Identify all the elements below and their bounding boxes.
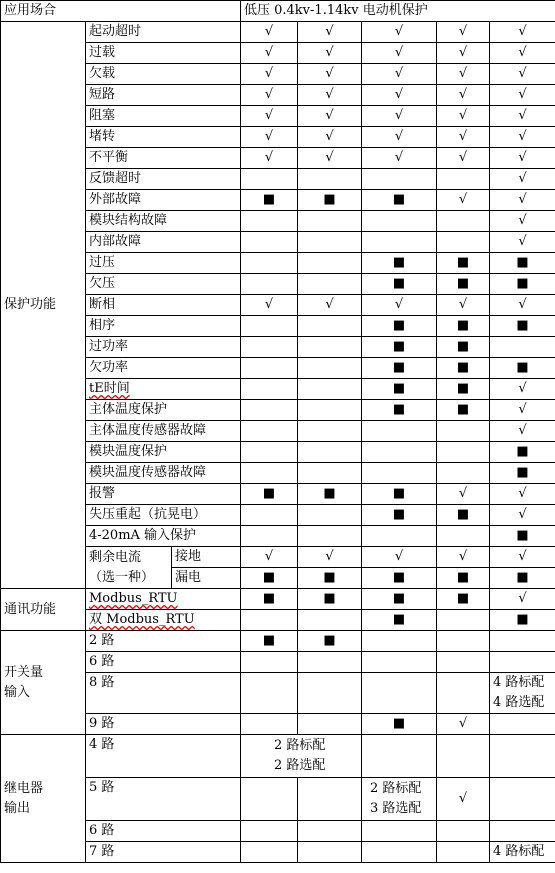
value-cell: ■ — [437, 337, 490, 358]
value-cell: ■ — [437, 589, 490, 610]
value-cell: ■ — [241, 589, 298, 610]
value-cell — [362, 442, 437, 463]
value-cell: ■ — [362, 714, 437, 735]
value-cell: ■ — [362, 484, 437, 505]
config-cell — [241, 735, 362, 778]
value-cell: ■ — [362, 568, 437, 589]
value-cell: √ — [298, 127, 362, 148]
value-cell — [437, 421, 490, 442]
value-cell: √ — [490, 64, 555, 85]
function-name: Modbus_RTU — [86, 589, 241, 610]
residual-label-line1: 剩余电流 — [89, 549, 142, 565]
channel-count: 6 路 — [86, 821, 241, 842]
value-cell: √ — [362, 127, 437, 148]
value-cell — [298, 463, 362, 484]
value-cell: ■ — [362, 253, 437, 274]
value-cell: √ — [490, 547, 555, 568]
value-cell: √ — [437, 190, 490, 211]
empty-cell — [241, 778, 298, 821]
value-cell: ■ — [362, 589, 437, 610]
value-cell — [241, 169, 298, 190]
value-cell: ■ — [490, 253, 555, 274]
value-cell: √ — [362, 85, 437, 106]
value-cell: √ — [298, 547, 362, 568]
value-cell — [362, 232, 437, 253]
header-row — [1, 1, 555, 22]
value-cell: ■ — [362, 505, 437, 526]
function-name: 相序 — [86, 316, 241, 337]
residual-type: 接地 — [172, 547, 241, 568]
empty-cell — [362, 821, 437, 842]
function-name: 欠功率 — [86, 358, 241, 379]
value-cell — [241, 337, 298, 358]
value-cell: √ — [241, 148, 298, 169]
value-cell — [437, 169, 490, 190]
config-cell — [362, 778, 437, 821]
value-cell — [241, 400, 298, 421]
group-label-line2: 输入 — [4, 684, 31, 700]
config-standard: 2 路标配 — [274, 738, 326, 753]
value-cell: √ — [241, 547, 298, 568]
channel-count: 5 路 — [86, 778, 241, 821]
value-cell — [298, 714, 362, 735]
residual-label-line2: （选一种） — [89, 569, 155, 585]
relay-output-row — [1, 735, 555, 778]
value-cell — [490, 337, 555, 358]
function-name: 模块结构故障 — [86, 211, 241, 232]
value-cell — [437, 211, 490, 232]
value-cell: √ — [490, 169, 555, 190]
value-cell — [362, 421, 437, 442]
function-name: 内部故障 — [86, 232, 241, 253]
value-cell: ■ — [241, 484, 298, 505]
value-cell: ■ — [437, 274, 490, 295]
group-label-line1: 继电器 — [4, 780, 44, 796]
value-cell: √ — [490, 211, 555, 232]
residual-type: 漏电 — [172, 568, 241, 589]
empty-cell — [490, 778, 555, 821]
value-cell: √ — [298, 64, 362, 85]
value-cell: √ — [298, 106, 362, 127]
value-cell: √ — [298, 85, 362, 106]
value-cell: √ — [362, 43, 437, 64]
value-cell — [241, 379, 298, 400]
function-name: 过载 — [86, 43, 241, 64]
value-cell — [241, 253, 298, 274]
value-cell: √ — [362, 106, 437, 127]
function-name: 欠载 — [86, 64, 241, 85]
group-label-comm: 通讯功能 — [1, 589, 86, 631]
value-cell: ■ — [362, 379, 437, 400]
value-cell — [298, 610, 362, 631]
value-cell — [241, 714, 298, 735]
value-cell: ■ — [298, 631, 362, 652]
function-name: 过功率 — [86, 337, 241, 358]
value-cell: √ — [490, 400, 555, 421]
group-label-relay-output — [1, 735, 86, 863]
channel-count: 4 路 — [86, 735, 241, 778]
header-application-label: 应用场合 — [1, 1, 241, 22]
value-cell: √ — [490, 85, 555, 106]
value-cell: √ — [490, 484, 555, 505]
function-name: 失压重起（抗晃电） — [86, 505, 241, 526]
value-cell — [241, 505, 298, 526]
empty-cell — [298, 778, 362, 821]
value-cell: ■ — [241, 568, 298, 589]
value-cell: ■ — [490, 463, 555, 484]
value-cell: ■ — [437, 505, 490, 526]
empty-cell — [241, 821, 298, 842]
channel-count: 6 路 — [86, 652, 241, 673]
value-cell: ■ — [437, 568, 490, 589]
value-cell: √ — [241, 295, 298, 316]
value-cell: √ — [362, 547, 437, 568]
function-name: 模块温度传感器故障 — [86, 463, 241, 484]
value-cell — [241, 232, 298, 253]
function-name: 4-20mA 输入保护 — [86, 526, 241, 547]
value-cell: ■ — [437, 316, 490, 337]
group-label-protection: 保护功能 — [1, 22, 86, 589]
value-cell: √ — [241, 43, 298, 64]
empty-cell — [490, 821, 555, 842]
value-cell — [298, 169, 362, 190]
empty-cell — [362, 673, 437, 714]
value-cell: ■ — [241, 190, 298, 211]
value-cell: √ — [241, 127, 298, 148]
config-cell — [490, 673, 555, 714]
value-cell — [298, 253, 362, 274]
value-cell: ■ — [490, 610, 555, 631]
value-cell — [362, 463, 437, 484]
value-cell: √ — [490, 106, 555, 127]
config-optional: 4 路选配 — [493, 695, 545, 710]
value-cell: √ — [298, 148, 362, 169]
value-cell — [241, 316, 298, 337]
value-cell — [241, 610, 298, 631]
value-cell: ■ — [298, 568, 362, 589]
empty-cell — [241, 673, 298, 714]
value-cell: √ — [298, 295, 362, 316]
function-name: tE时间 — [86, 379, 241, 400]
empty-cell — [490, 735, 555, 778]
value-cell: ■ — [362, 274, 437, 295]
comm-row — [1, 589, 555, 610]
value-cell — [241, 211, 298, 232]
config-optional: 3 路选配 — [370, 801, 422, 816]
value-cell: √ — [437, 148, 490, 169]
value-cell: √ — [437, 127, 490, 148]
value-cell: ■ — [298, 589, 362, 610]
header-scope-label: 低压 0.4kv-1.14kv 电动机保护 — [241, 1, 555, 22]
value-cell: √ — [437, 778, 490, 821]
value-cell: ■ — [362, 190, 437, 211]
value-cell — [298, 505, 362, 526]
value-cell — [298, 400, 362, 421]
value-cell — [241, 526, 298, 547]
value-cell: ■ — [362, 400, 437, 421]
value-cell: ■ — [437, 358, 490, 379]
channel-count: 2 路 — [86, 631, 241, 652]
value-cell — [298, 316, 362, 337]
value-cell: √ — [437, 484, 490, 505]
value-cell — [298, 232, 362, 253]
value-cell — [362, 652, 437, 673]
value-cell — [298, 337, 362, 358]
empty-cell — [298, 673, 362, 714]
value-cell: ■ — [298, 484, 362, 505]
value-cell: ■ — [437, 400, 490, 421]
value-cell: √ — [490, 190, 555, 211]
function-name: 报警 — [86, 484, 241, 505]
channel-count: 8 路 — [86, 673, 241, 714]
function-name: 阻塞 — [86, 106, 241, 127]
residual-label — [86, 547, 172, 589]
value-cell: √ — [490, 295, 555, 316]
value-cell — [362, 631, 437, 652]
function-name: 断相 — [86, 295, 241, 316]
protection-row — [1, 22, 555, 43]
value-cell — [241, 421, 298, 442]
value-cell — [241, 358, 298, 379]
value-cell — [298, 442, 362, 463]
config-cell: 4 路标配 — [490, 842, 555, 863]
value-cell — [298, 421, 362, 442]
empty-cell — [362, 735, 437, 778]
value-cell — [437, 652, 490, 673]
function-name: 外部故障 — [86, 190, 241, 211]
value-cell: ■ — [490, 442, 555, 463]
empty-cell — [298, 821, 362, 842]
channel-count: 7 路 — [86, 842, 241, 863]
config-standard: 2 路标配 — [370, 781, 422, 796]
function-name: 堵转 — [86, 127, 241, 148]
switch-input-row — [1, 631, 555, 652]
value-cell — [362, 169, 437, 190]
value-cell: √ — [490, 505, 555, 526]
value-cell — [437, 463, 490, 484]
value-cell — [437, 232, 490, 253]
value-cell: √ — [437, 295, 490, 316]
group-label-line2: 输出 — [4, 800, 31, 816]
function-name: 欠压 — [86, 274, 241, 295]
value-cell: √ — [490, 421, 555, 442]
value-cell: √ — [437, 85, 490, 106]
value-cell: ■ — [362, 358, 437, 379]
function-name: 过压 — [86, 253, 241, 274]
value-cell — [298, 274, 362, 295]
value-cell: ■ — [490, 568, 555, 589]
value-cell: √ — [490, 232, 555, 253]
value-cell — [298, 652, 362, 673]
function-name: 主体温度传感器故障 — [86, 421, 241, 442]
value-cell — [298, 526, 362, 547]
value-cell: √ — [490, 589, 555, 610]
empty-cell — [437, 735, 490, 778]
function-name: 短路 — [86, 85, 241, 106]
value-cell: ■ — [362, 337, 437, 358]
value-cell: ■ — [490, 526, 555, 547]
value-cell — [241, 652, 298, 673]
value-cell: √ — [437, 64, 490, 85]
channel-count: 9 路 — [86, 714, 241, 735]
value-cell: ■ — [490, 358, 555, 379]
value-cell: √ — [490, 379, 555, 400]
empty-cell — [437, 842, 490, 863]
value-cell: √ — [362, 295, 437, 316]
value-cell: √ — [490, 148, 555, 169]
config-standard: 4 路标配 — [493, 675, 545, 690]
value-cell: ■ — [490, 274, 555, 295]
value-cell — [241, 274, 298, 295]
value-cell: √ — [362, 148, 437, 169]
empty-cell — [437, 821, 490, 842]
value-cell: √ — [490, 22, 555, 43]
value-cell: √ — [241, 64, 298, 85]
function-name: 主体温度保护 — [86, 400, 241, 421]
value-cell: ■ — [362, 610, 437, 631]
value-cell: √ — [437, 43, 490, 64]
value-cell: ■ — [241, 631, 298, 652]
value-cell: ■ — [490, 316, 555, 337]
value-cell — [298, 211, 362, 232]
value-cell — [437, 526, 490, 547]
function-name: 模块温度保护 — [86, 442, 241, 463]
value-cell — [490, 631, 555, 652]
value-cell — [437, 631, 490, 652]
value-cell: √ — [362, 22, 437, 43]
value-cell — [437, 610, 490, 631]
empty-cell — [298, 842, 362, 863]
value-cell: √ — [298, 43, 362, 64]
value-cell: ■ — [362, 316, 437, 337]
function-name: 反馈超时 — [86, 169, 241, 190]
value-cell — [437, 442, 490, 463]
value-cell: ■ — [437, 253, 490, 274]
value-cell — [490, 652, 555, 673]
value-cell — [490, 714, 555, 735]
value-cell: ■ — [437, 379, 490, 400]
value-cell: √ — [437, 714, 490, 735]
value-cell: ■ — [298, 190, 362, 211]
function-name: 不平衡 — [86, 148, 241, 169]
value-cell: √ — [241, 85, 298, 106]
value-cell — [362, 526, 437, 547]
value-cell — [298, 358, 362, 379]
value-cell: √ — [241, 106, 298, 127]
empty-cell — [241, 842, 298, 863]
value-cell — [362, 211, 437, 232]
value-cell: √ — [362, 64, 437, 85]
value-cell — [241, 463, 298, 484]
empty-cell — [362, 842, 437, 863]
group-label-line1: 开关量 — [4, 664, 44, 680]
config-optional: 2 路选配 — [274, 758, 326, 773]
group-label-switch-input — [1, 631, 86, 735]
value-cell: √ — [298, 22, 362, 43]
value-cell: √ — [241, 22, 298, 43]
value-cell: √ — [437, 547, 490, 568]
empty-cell — [437, 673, 490, 714]
function-name: 起动超时 — [86, 22, 241, 43]
value-cell: √ — [490, 43, 555, 64]
value-cell: √ — [437, 22, 490, 43]
function-name: 双 Modbus_RTU — [86, 610, 241, 631]
value-cell — [298, 379, 362, 400]
value-cell: √ — [437, 106, 490, 127]
value-cell: √ — [490, 127, 555, 148]
value-cell — [241, 442, 298, 463]
